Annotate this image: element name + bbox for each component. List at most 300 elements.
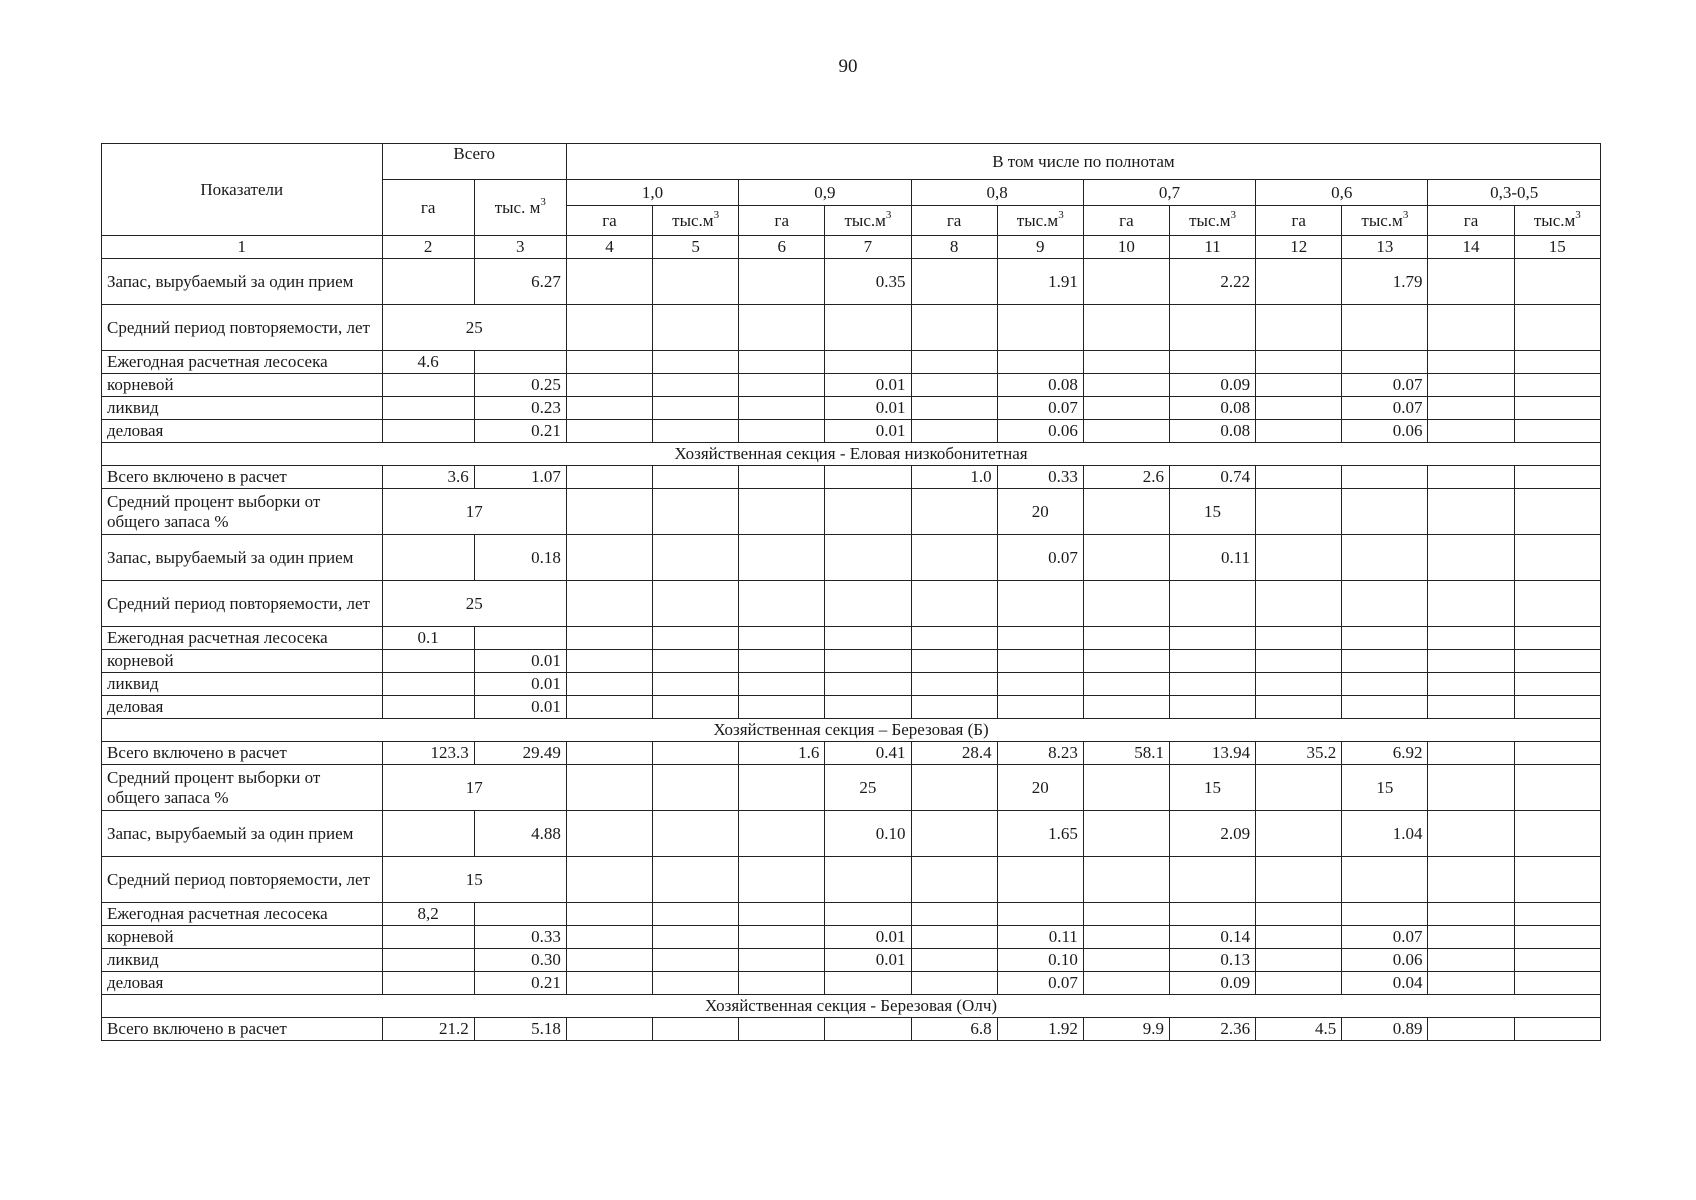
cell-empty xyxy=(1514,903,1600,926)
table-row xyxy=(102,719,1601,742)
table-row xyxy=(102,857,1601,903)
unit-volume-text: тыс.м xyxy=(844,210,886,230)
cell-ha xyxy=(1428,535,1514,581)
cell-volume: 1.65 xyxy=(997,811,1083,857)
cell-ha xyxy=(1256,673,1342,696)
unit-volume xyxy=(653,206,739,236)
unit-volume xyxy=(1169,206,1255,236)
cell-ha xyxy=(739,650,825,673)
cell-volume: 1.07 xyxy=(474,466,566,489)
cell-ha xyxy=(1083,673,1169,696)
cell-volume: 0.41 xyxy=(825,742,911,765)
cell-ha xyxy=(382,397,474,420)
unit-volume-sup: 3 xyxy=(1230,208,1236,221)
indicator-label: Средний период повторяемости, лет xyxy=(102,305,383,351)
column-number: 6 xyxy=(739,236,825,259)
cell-ha: 123.3 xyxy=(382,742,474,765)
cell-volume: 0.30 xyxy=(474,949,566,972)
cell-annual-cut: 0.1 xyxy=(382,627,474,650)
header-indicators: Показатели xyxy=(102,144,383,236)
cell-percent-total: 17 xyxy=(382,489,566,535)
cell-ha xyxy=(1083,972,1169,995)
cell-volume: 0.01 xyxy=(825,374,911,397)
header-total: Всего xyxy=(382,144,566,180)
cell-empty xyxy=(1256,581,1342,627)
density-header: 0,7 xyxy=(1083,180,1255,206)
cell-volume: 0.18 xyxy=(474,535,566,581)
cell-volume: 0.11 xyxy=(997,926,1083,949)
cell-volume xyxy=(1514,926,1600,949)
cell-ha xyxy=(382,972,474,995)
cell-empty xyxy=(653,305,739,351)
cell-ha xyxy=(1256,926,1342,949)
cell-ha xyxy=(1083,949,1169,972)
table-row xyxy=(102,420,1601,443)
cell-empty xyxy=(1169,857,1255,903)
cell-volume: 0.01 xyxy=(825,397,911,420)
cell-ha xyxy=(911,259,997,305)
cell-ha xyxy=(911,650,997,673)
cell-empty xyxy=(474,903,566,926)
table-row xyxy=(102,535,1601,581)
cell-ha xyxy=(1083,397,1169,420)
cell-percent: 15 xyxy=(1342,765,1428,811)
column-number: 1 xyxy=(102,236,383,259)
table-row xyxy=(102,374,1601,397)
indicator-label: Всего включено в расчет xyxy=(102,466,383,489)
cell-volume: 2.36 xyxy=(1169,1018,1255,1041)
table-row xyxy=(102,305,1601,351)
cell-empty xyxy=(825,627,911,650)
cell-ha: 9.9 xyxy=(1083,1018,1169,1041)
cell-volume: 2.09 xyxy=(1169,811,1255,857)
unit-volume xyxy=(1342,206,1428,236)
unit-volume-text: тыс.м xyxy=(1361,210,1403,230)
cell-ha xyxy=(1083,650,1169,673)
cell-ha: 4.5 xyxy=(1256,1018,1342,1041)
indicator-label: корневой xyxy=(102,374,383,397)
indicator-label: Запас, вырубаемый за один прием xyxy=(102,259,383,305)
cell-ha xyxy=(566,949,652,972)
cell-volume: 0.07 xyxy=(997,535,1083,581)
cell-ha xyxy=(1428,397,1514,420)
cell-volume: 6.92 xyxy=(1342,742,1428,765)
cell-ha xyxy=(739,1018,825,1041)
cell-volume xyxy=(1342,466,1428,489)
cell-empty xyxy=(1342,857,1428,903)
density-header: 0,9 xyxy=(739,180,911,206)
cell-volume xyxy=(1514,420,1600,443)
cell-percent xyxy=(1514,765,1600,811)
cell-volume: 0.01 xyxy=(474,696,566,719)
cell-volume: 0.07 xyxy=(997,972,1083,995)
cell-percent xyxy=(825,489,911,535)
cell-volume xyxy=(825,466,911,489)
table-row xyxy=(102,627,1601,650)
cell-volume xyxy=(825,972,911,995)
table-row xyxy=(102,972,1601,995)
indicator-label: Всего включено в расчет xyxy=(102,1018,383,1041)
section-title: Хозяйственная секция – Березовая (Б) xyxy=(102,719,1601,742)
cell-empty xyxy=(1256,351,1342,374)
cell-ha xyxy=(739,949,825,972)
cell-volume xyxy=(653,650,739,673)
cell-annual-cut: 8,2 xyxy=(382,903,474,926)
cell-volume: 0.08 xyxy=(997,374,1083,397)
table-row xyxy=(102,351,1601,374)
cell-volume xyxy=(1514,1018,1600,1041)
unit-ha: га xyxy=(1083,206,1169,236)
cell-volume: 0.09 xyxy=(1169,374,1255,397)
column-number: 11 xyxy=(1169,236,1255,259)
cell-volume xyxy=(1342,673,1428,696)
cell-volume: 0.06 xyxy=(1342,420,1428,443)
cell-volume xyxy=(1514,742,1600,765)
cell-ha xyxy=(566,742,652,765)
cell-ha xyxy=(382,259,474,305)
cell-ha: 58.1 xyxy=(1083,742,1169,765)
table-row xyxy=(102,466,1601,489)
cell-empty xyxy=(1428,627,1514,650)
cell-ha xyxy=(739,420,825,443)
cell-ha xyxy=(739,972,825,995)
cell-empty xyxy=(1256,857,1342,903)
cell-volume: 0.08 xyxy=(1169,397,1255,420)
cell-percent xyxy=(1083,765,1169,811)
cell-ha xyxy=(1256,374,1342,397)
cell-ha xyxy=(911,535,997,581)
cell-volume xyxy=(653,420,739,443)
cell-volume xyxy=(1514,374,1600,397)
column-number: 8 xyxy=(911,236,997,259)
cell-empty xyxy=(825,581,911,627)
cell-volume: 0.33 xyxy=(997,466,1083,489)
cell-ha xyxy=(1428,742,1514,765)
cell-ha xyxy=(911,926,997,949)
cell-percent: 25 xyxy=(825,765,911,811)
column-number: 5 xyxy=(653,236,739,259)
table-row xyxy=(102,489,1601,535)
cell-empty xyxy=(1083,305,1169,351)
cell-volume xyxy=(1169,696,1255,719)
table-row xyxy=(102,650,1601,673)
cell-volume xyxy=(1514,673,1600,696)
indicator-label: Средний период повторяемости, лет xyxy=(102,857,383,903)
cell-empty xyxy=(566,305,652,351)
cell-volume: 0.07 xyxy=(997,397,1083,420)
cell-ha xyxy=(911,374,997,397)
cell-ha: 6.8 xyxy=(911,1018,997,1041)
cell-empty xyxy=(1514,351,1600,374)
cell-volume xyxy=(653,1018,739,1041)
cell-empty xyxy=(566,351,652,374)
cell-ha xyxy=(911,696,997,719)
cell-volume: 13.94 xyxy=(1169,742,1255,765)
indicator-label: корневой xyxy=(102,926,383,949)
cell-empty xyxy=(825,305,911,351)
cell-ha xyxy=(382,926,474,949)
cell-ha xyxy=(566,535,652,581)
unit-volume-text: тыс.м xyxy=(672,210,714,230)
cell-volume: 0.01 xyxy=(825,420,911,443)
cell-empty xyxy=(653,581,739,627)
section-title: Хозяйственная секция - Еловая низкобонитетная xyxy=(102,443,1601,466)
cell-percent: 15 xyxy=(1169,489,1255,535)
table-row xyxy=(102,949,1601,972)
indicator-label: Средний процент выборки от общего запаса % xyxy=(102,489,383,535)
unit-volume xyxy=(997,206,1083,236)
cell-ha xyxy=(566,811,652,857)
column-number: 14 xyxy=(1428,236,1514,259)
cell-ha xyxy=(739,926,825,949)
cell-ha xyxy=(566,466,652,489)
column-number: 12 xyxy=(1256,236,1342,259)
cell-volume: 0.01 xyxy=(474,650,566,673)
cell-empty xyxy=(1169,581,1255,627)
table-body xyxy=(102,259,1601,1041)
cell-empty xyxy=(1342,627,1428,650)
header-total-volume xyxy=(474,180,566,236)
table-row xyxy=(102,765,1601,811)
column-number: 4 xyxy=(566,236,652,259)
cell-empty xyxy=(1514,627,1600,650)
cell-volume xyxy=(1514,972,1600,995)
cell-ha xyxy=(739,397,825,420)
header-total-volume-text: тыс. м xyxy=(494,197,541,217)
cell-ha: 21.2 xyxy=(382,1018,474,1041)
cell-empty xyxy=(911,627,997,650)
cell-volume xyxy=(997,696,1083,719)
indicator-label: Средний процент выборки от общего запаса % xyxy=(102,765,383,811)
cell-ha xyxy=(1083,696,1169,719)
unit-volume-sup: 3 xyxy=(885,208,892,221)
cell-ha xyxy=(1256,949,1342,972)
cell-empty xyxy=(1256,305,1342,351)
indicator-label: Запас, вырубаемый за один прием xyxy=(102,811,383,857)
cell-volume: 0.08 xyxy=(1169,420,1255,443)
cell-empty xyxy=(1342,351,1428,374)
cell-percent xyxy=(653,489,739,535)
indicator-label: деловая xyxy=(102,696,383,719)
cell-volume xyxy=(653,696,739,719)
cell-volume xyxy=(1514,696,1600,719)
cell-ha xyxy=(1428,949,1514,972)
unit-volume-text: тыс.м xyxy=(1016,210,1059,230)
cell-volume: 4.88 xyxy=(474,811,566,857)
unit-volume-sup: 3 xyxy=(1058,208,1064,221)
cell-ha xyxy=(382,420,474,443)
cell-volume xyxy=(1514,397,1600,420)
cell-ha xyxy=(1428,811,1514,857)
cell-volume: 0.09 xyxy=(1169,972,1255,995)
cell-ha xyxy=(1256,466,1342,489)
cell-empty xyxy=(911,581,997,627)
cell-ha xyxy=(911,811,997,857)
cell-repeat-period: 25 xyxy=(382,581,566,627)
unit-volume xyxy=(825,206,911,236)
indicator-label: ликвид xyxy=(102,397,383,420)
cell-ha xyxy=(382,650,474,673)
indicator-label: деловая xyxy=(102,420,383,443)
unit-ha: га xyxy=(739,206,825,236)
cell-empty xyxy=(1256,903,1342,926)
cell-volume: 1.79 xyxy=(1342,259,1428,305)
cell-empty xyxy=(653,903,739,926)
cell-empty xyxy=(1342,305,1428,351)
cell-volume xyxy=(825,696,911,719)
cell-ha xyxy=(566,972,652,995)
cell-volume xyxy=(653,466,739,489)
cell-percent xyxy=(1428,489,1514,535)
unit-volume-text: тыс.м xyxy=(1189,210,1231,230)
cell-volume: 1.91 xyxy=(997,259,1083,305)
cell-ha xyxy=(739,811,825,857)
cell-ha: 28.4 xyxy=(911,742,997,765)
cell-empty xyxy=(739,351,825,374)
cell-ha xyxy=(911,397,997,420)
cell-ha xyxy=(911,972,997,995)
cell-volume: 0.21 xyxy=(474,972,566,995)
cell-empty xyxy=(739,857,825,903)
indicator-label: Средний период повторяемости, лет xyxy=(102,581,383,627)
cell-percent-total: 17 xyxy=(382,765,566,811)
cell-ha xyxy=(1256,259,1342,305)
cell-empty xyxy=(1256,627,1342,650)
indicator-label: Всего включено в расчет xyxy=(102,742,383,765)
cell-volume xyxy=(653,811,739,857)
cell-ha xyxy=(382,535,474,581)
cell-ha xyxy=(739,466,825,489)
cell-empty xyxy=(739,305,825,351)
cell-empty xyxy=(566,857,652,903)
table-row xyxy=(102,696,1601,719)
table-row xyxy=(102,397,1601,420)
cell-ha xyxy=(382,949,474,972)
cell-empty xyxy=(1083,903,1169,926)
cell-ha xyxy=(1083,374,1169,397)
table-row xyxy=(102,259,1601,305)
cell-volume: 0.74 xyxy=(1169,466,1255,489)
table-row xyxy=(102,1018,1601,1041)
cell-empty xyxy=(566,903,652,926)
cell-ha xyxy=(1256,397,1342,420)
cell-percent xyxy=(1514,489,1600,535)
cell-empty xyxy=(1342,903,1428,926)
cell-empty xyxy=(825,351,911,374)
cell-volume xyxy=(653,949,739,972)
cell-volume xyxy=(1514,811,1600,857)
cell-ha xyxy=(1428,972,1514,995)
cell-ha xyxy=(739,535,825,581)
density-header: 0,3-0,5 xyxy=(1428,180,1601,206)
cell-ha xyxy=(566,696,652,719)
cell-volume xyxy=(825,673,911,696)
cell-percent xyxy=(566,489,652,535)
cell-volume xyxy=(1169,650,1255,673)
cell-volume: 0.89 xyxy=(1342,1018,1428,1041)
table-row xyxy=(102,926,1601,949)
column-number: 3 xyxy=(474,236,566,259)
cell-ha xyxy=(1083,535,1169,581)
cell-empty xyxy=(911,351,997,374)
forest-indicators-table xyxy=(101,143,1601,1041)
cell-volume: 0.33 xyxy=(474,926,566,949)
table-header xyxy=(102,144,1601,259)
cell-volume xyxy=(653,259,739,305)
cell-volume: 0.23 xyxy=(474,397,566,420)
cell-percent xyxy=(1256,765,1342,811)
cell-volume: 0.07 xyxy=(1342,397,1428,420)
unit-ha: га xyxy=(911,206,997,236)
cell-percent xyxy=(653,765,739,811)
table-row xyxy=(102,995,1601,1018)
cell-volume: 0.04 xyxy=(1342,972,1428,995)
cell-empty xyxy=(739,903,825,926)
cell-ha xyxy=(382,811,474,857)
cell-volume xyxy=(825,650,911,673)
density-header: 0,8 xyxy=(911,180,1083,206)
cell-volume xyxy=(1514,650,1600,673)
cell-ha xyxy=(1256,811,1342,857)
cell-ha xyxy=(1256,972,1342,995)
cell-volume xyxy=(653,742,739,765)
cell-volume: 0.13 xyxy=(1169,949,1255,972)
cell-ha xyxy=(911,949,997,972)
cell-empty xyxy=(1083,351,1169,374)
indicator-label: деловая xyxy=(102,972,383,995)
density-header: 0,6 xyxy=(1256,180,1428,206)
cell-ha xyxy=(1428,466,1514,489)
cell-empty xyxy=(997,351,1083,374)
cell-percent xyxy=(911,765,997,811)
unit-volume-text: тыс.м xyxy=(1533,210,1576,230)
cell-empty xyxy=(1514,581,1600,627)
cell-percent xyxy=(1342,489,1428,535)
cell-ha xyxy=(739,259,825,305)
cell-volume xyxy=(653,397,739,420)
cell-ha xyxy=(1256,420,1342,443)
unit-volume xyxy=(1514,206,1600,236)
cell-ha xyxy=(1083,420,1169,443)
table-row xyxy=(102,742,1601,765)
cell-volume xyxy=(653,673,739,696)
cell-ha xyxy=(1428,259,1514,305)
cell-volume: 1.92 xyxy=(997,1018,1083,1041)
cell-percent xyxy=(739,765,825,811)
unit-ha: га xyxy=(1428,206,1514,236)
cell-volume: 0.14 xyxy=(1169,926,1255,949)
cell-volume xyxy=(1514,535,1600,581)
cell-volume xyxy=(825,1018,911,1041)
cell-empty xyxy=(566,627,652,650)
cell-volume: 0.01 xyxy=(825,926,911,949)
cell-percent xyxy=(1428,765,1514,811)
cell-percent xyxy=(566,765,652,811)
cell-empty xyxy=(653,627,739,650)
cell-ha: 2.6 xyxy=(1083,466,1169,489)
cell-percent xyxy=(911,489,997,535)
table-row xyxy=(102,673,1601,696)
cell-empty xyxy=(911,903,997,926)
header-including-by-density: В том числе по полнотам xyxy=(566,144,1600,180)
cell-ha xyxy=(1083,811,1169,857)
cell-volume: 0.10 xyxy=(997,949,1083,972)
cell-ha xyxy=(382,374,474,397)
header-total-ha: га xyxy=(382,180,474,236)
cell-volume xyxy=(653,972,739,995)
density-header: 1,0 xyxy=(566,180,738,206)
cell-ha xyxy=(911,420,997,443)
